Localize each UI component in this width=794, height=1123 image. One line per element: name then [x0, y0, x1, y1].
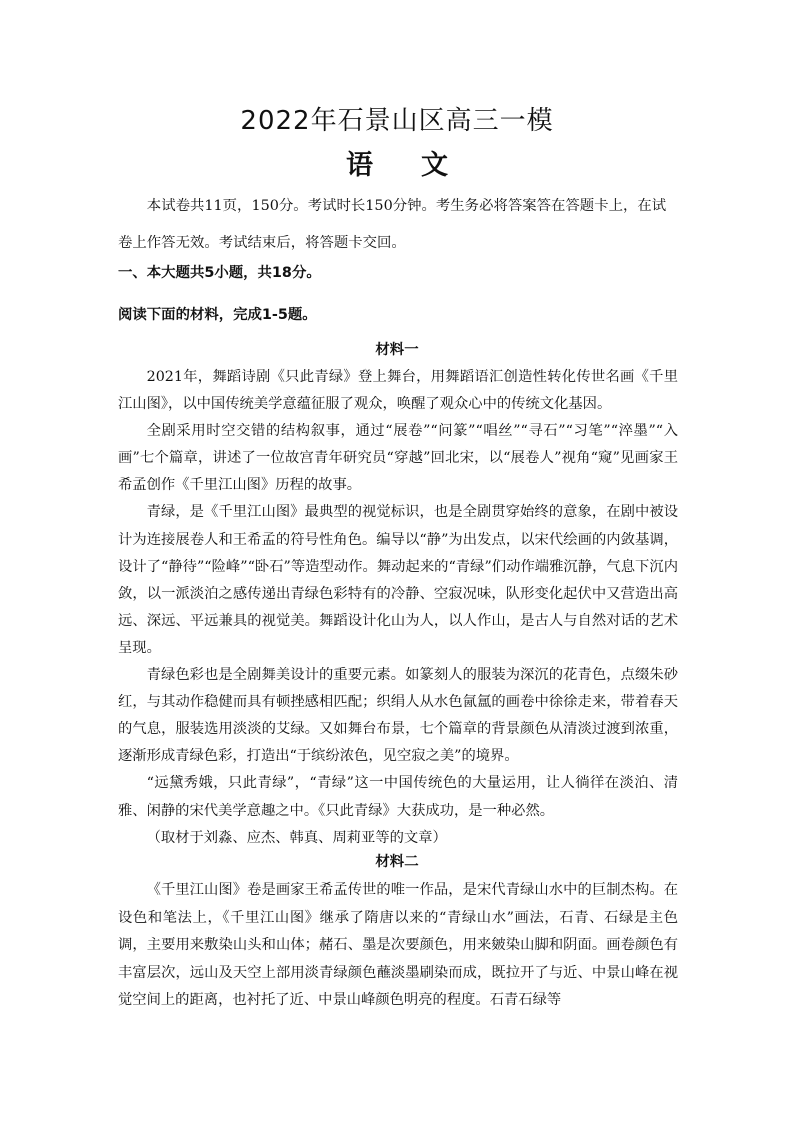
subject-title: 语文: [346, 150, 496, 181]
material-two-body: [118, 877, 678, 1015]
material-one-title: 材料一: [375, 341, 419, 358]
exam-notice: 本试卷共11页，150分。考试时长150分钟。考生务必将答案答在答题卡上，在试卷上作答无效。考试结束后，将答题卡交回。: [118, 198, 667, 251]
section-heading: 一、本大题共5小题，共18分。: [118, 265, 321, 281]
material-two-paragraph: 《千里江山图》卷是画家王希孟传世的唯一作品，是宋代青绿山水中的巨制杰构。在设色和笔法上，《千里江山图》继承了隋唐以来的“青绿山水”画法，石青、石绿是主色调，主要用来敷染山头和山体；赭石、墨是次要颜色，用来皴染山脚和阴面。画卷颜色有丰富层次，远山及天空上部用淡青绿颜色蘸淡墨刷染而成，既拉开了与近、中景山峰在视觉空间上的距离，也衬托了近、中景山峰颜色明亮的程度。石青石绿等: [118, 882, 678, 1008]
material-one-paragraph: 全剧采用时空交错的结构叙事，通过“展卷”“问篆”“唱丝”“寻石”“习笔”“淬墨”“入画”七个篇章，讲述了一位故宫青年研究员“穿越”回北宋，以“展卷人”视角“窥”见画家王希孟创作《千里江山图》历程的故事。: [118, 423, 678, 494]
material-one-paragraph: 青绿色彩也是全剧舞美设计的重要元素。如篆刻人的服装为深沉的花青色，点缀朱砂红，与其动作稳健而具有顿挫感相匹配；织绢人从水色氤氲的画卷中徐徐走来，带着春天的气息，服装选用淡淡的艾绿。又如舞台布景，七个篇章的背景颜色从清淡过渡到浓重，逐渐形成青绿色彩，打造出“于缤纷浓色，见空寂之美”的境界。: [118, 667, 678, 765]
exam-title: 2022年石景山区高三一模: [240, 106, 554, 136]
material-one-body: [118, 364, 678, 852]
material-one-paragraph: 青绿，是《千里江山图》最典型的视觉标识，也是全剧贯穿始终的意象，在剧中被设计为连接展卷人和王希孟的符号性角色。编导以“静”为出发点，以宋代绘画的内敛基调，设计了“静待”“险峰”“卧石”等造型动作。舞动起来的“青绿”们动作端雅沉静，气息下沉内敛，以一派淡泊之感传递出青绿色彩特有的冷静、空寂况味，队形变化起伏中又营造出高远、深远、平远兼具的视觉美。舞蹈设计化山为人，以人作山，是古人与自然对话的艺术呈现。: [118, 504, 678, 656]
material-one-paragraph: “远黛秀娥，只此青绿”，“青绿”这一中国传统色的大量运用，让人徜徉在淡泊、清雅、闲静的宋代美学意趣之中。《只此青绿》大获成功，是一种必然。: [118, 775, 678, 819]
reading-instruction: 阅读下面的材料，完成1-5题。: [118, 307, 317, 323]
material-two-title: 材料二: [375, 853, 419, 870]
material-one-source: （取材于刘淼、应杰、韩真、周莉亚等的文章）: [146, 829, 447, 846]
material-one-paragraph: 2021年，舞蹈诗剧《只此青绿》登上舞台，用舞蹈语汇创造性转化传世名画《千里江山图》，以中国传统美学意蕴征服了观众，唤醒了观众心中的传统文化基因。: [118, 369, 678, 413]
